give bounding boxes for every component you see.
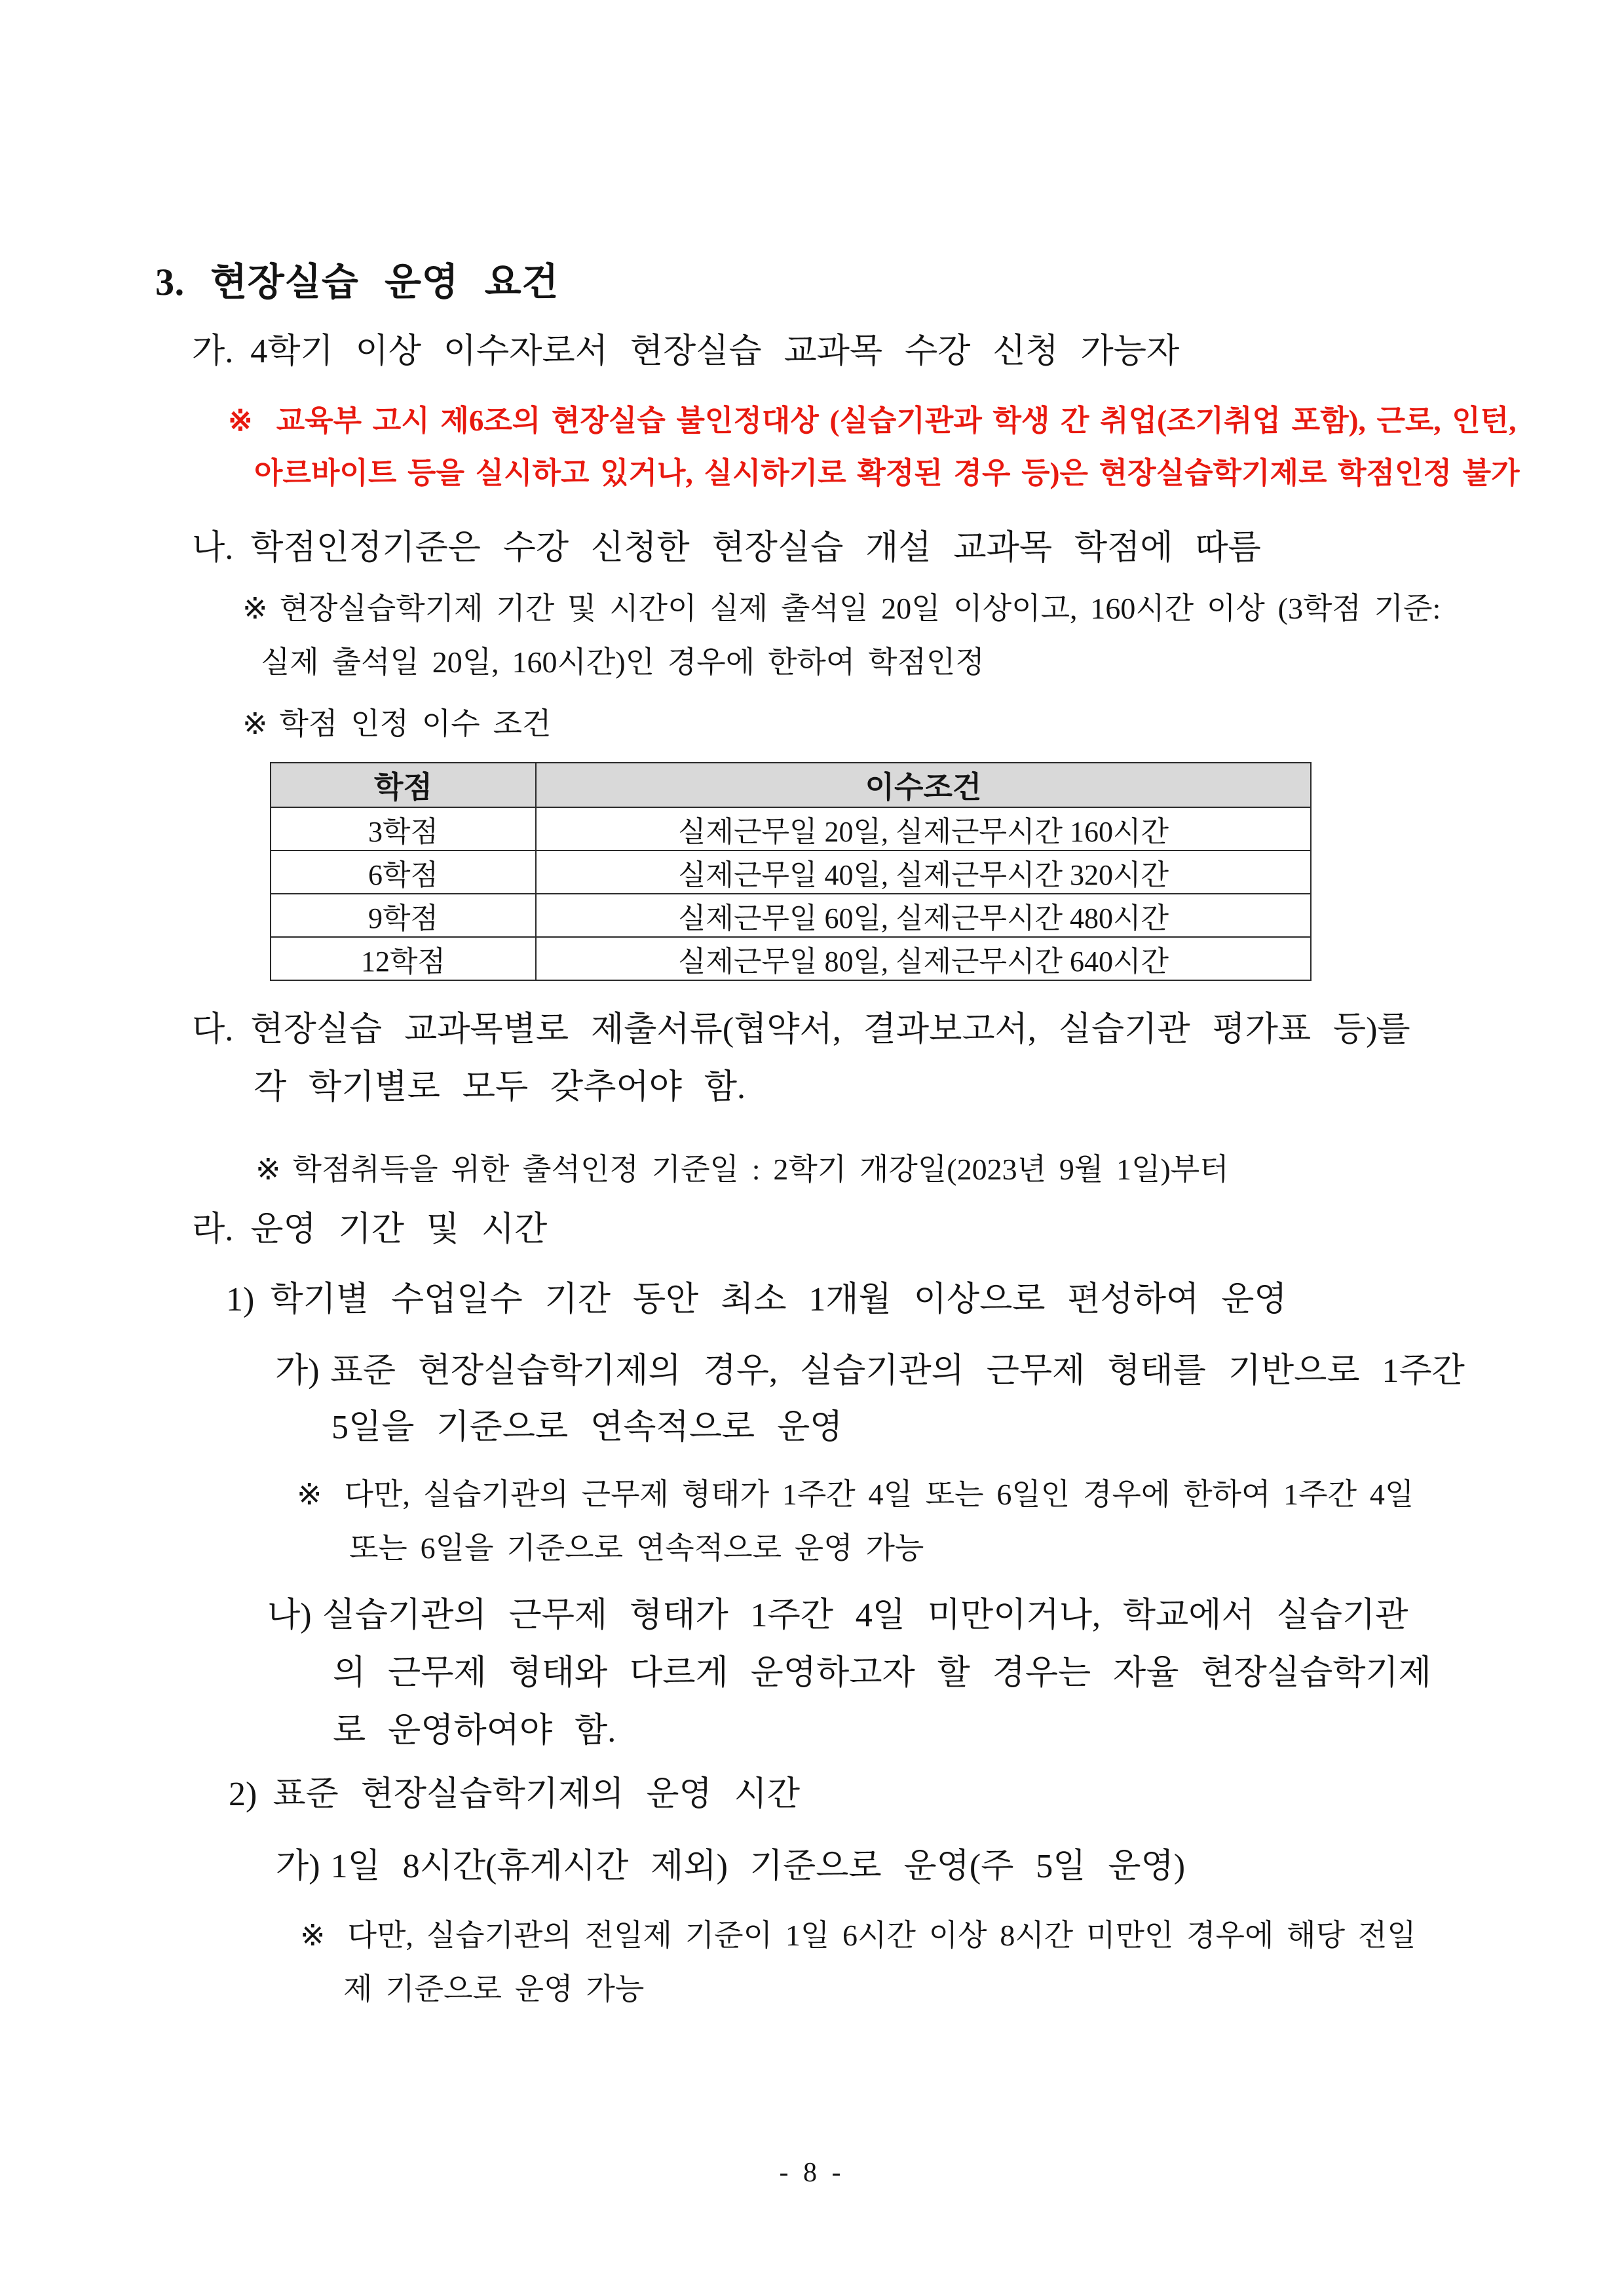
table-cell-condition: 실제근무일 40일, 실제근무시간 320시간	[536, 851, 1311, 894]
sub-item-1-ga-label: 가)	[275, 1352, 320, 1390]
item-ra-text: 운영 기간 및 시간	[250, 1211, 548, 1248]
sub-item-1-ga-line1: 가) 표준 현장실습학기제의 경우, 실습기관의 근무제 형태를 기반으로 1주간	[275, 1352, 1465, 1390]
note-4or6-days-line2: 또는 6일을 기준으로 연속적으로 운영 가능	[349, 1531, 924, 1565]
item-da-label: 다.	[192, 1011, 234, 1048]
item-ra	[192, 1210, 547, 1250]
table-cell-credit: 6학점	[271, 851, 536, 894]
sub-item-2-text: 표준 현장실습학기제의 운영 시간	[273, 1776, 800, 1813]
sub-item-1	[226, 1280, 1287, 1320]
table-header-row	[271, 763, 1311, 807]
note-attendance-baseline: ※ 학점취득을 위한 출석인정 기준일 : 2학기 개강일(2023년 9월 1일)부터	[255, 1153, 1229, 1186]
sub-item-1-text: 학기별 수업일수 기간 동안 최소 1개월 이상으로 편성하여 운영	[270, 1281, 1287, 1318]
table-cell-credit: 9학점	[271, 894, 536, 937]
sub-item-1-label: 1)	[226, 1281, 255, 1318]
note-fulltime-basis-line2: 제 기준으로 운영 가능	[343, 1972, 645, 2006]
item-da-line1: 다. 현장실습 교과목별로 제출서류(협약서, 결과보고서, 실습기관 평가표 등)를	[192, 1011, 1410, 1048]
table-cell-condition: 실제근무일 60일, 실제근무시간 480시간	[536, 894, 1311, 937]
item-ga	[192, 332, 1179, 372]
table-header-credit: 학점	[271, 763, 536, 807]
note-credit-criteria-line2: 실제 출석일 20일, 160시간)인 경우에 한하여 학점인정	[261, 645, 985, 679]
item-na-label: 나.	[192, 529, 234, 567]
note-credit-conditions-label: ※ 학점 인정 이수 조건	[242, 707, 552, 740]
table-row	[271, 807, 1311, 851]
sub-item-2-ga-text: 1일 8시간(휴게시간 제외) 기준으로 운영(주 5일 운영)	[330, 1848, 1186, 1885]
table-cell-credit: 12학점	[271, 937, 536, 980]
note-fulltime-basis	[300, 1909, 1416, 2016]
note-fulltime-basis-line1: ※ 다만, 실습기관의 전일제 기준이 1일 6시간 이상 8시간 미만인 경우에 해당 전일	[300, 1919, 1416, 1952]
item-da	[192, 1001, 1410, 1117]
credit-conditions-table	[270, 762, 1312, 981]
reference-mark-icon: ※	[255, 1153, 281, 1186]
sub-item-2-label: 2)	[229, 1776, 257, 1813]
sub-item-2-ga-label: 가)	[276, 1848, 320, 1885]
reference-mark-icon: ※	[242, 592, 268, 625]
reference-mark-icon: ※	[297, 1478, 322, 1511]
sub-item-1-na-label: 나)	[267, 1597, 312, 1634]
sub-item-1-ga-line2: 5일을 기준으로 연속적으로 운영	[331, 1409, 843, 1446]
sub-item-1-na-line3: 로 운영하여야 함.	[333, 1712, 616, 1750]
table-row	[271, 937, 1311, 980]
item-ga-text: 4학기 이상 이수자로서 현장실습 교과목 수강 신청 가능자	[250, 333, 1180, 370]
item-ga-label: 가.	[192, 333, 234, 370]
table-cell-condition: 실제근무일 80일, 실제근무시간 640시간	[536, 937, 1311, 980]
reference-mark-icon: ※	[300, 1919, 326, 1952]
sub-item-1-ga	[275, 1343, 1465, 1456]
item-da-line2: 각 학기별로 모두 갖추어야 함.	[254, 1069, 746, 1106]
red-warning-note	[228, 394, 1520, 499]
sub-item-1-na-line2: 의 근무제 형태와 다르게 운영하고자 할 경우는 자율 현장실습학기제	[333, 1655, 1431, 1692]
note-4or6-days-line1: ※ 다만, 실습기관의 근무제 형태가 1주간 4일 또는 6일인 경우에 한하여 1주간 4일	[297, 1478, 1414, 1511]
note-credit-criteria	[242, 582, 1441, 689]
reference-mark-icon: ※	[228, 404, 253, 437]
sub-item-2-ga	[276, 1846, 1185, 1887]
red-warning-note-line1: ※ 교육부 고시 제6조의 현장실습 불인정대상 (실습기관과 학생 간 취업(조기취업 포함), 근로, 인턴,	[228, 404, 1517, 437]
item-na	[192, 528, 1261, 569]
table-row	[271, 894, 1311, 937]
item-ra-label: 라.	[192, 1211, 234, 1248]
table-header-condition: 이수조건	[536, 763, 1311, 807]
page-number: - 8 -	[779, 2158, 845, 2188]
note-credit-criteria-line1: ※ 현장실습학기제 기간 및 시간이 실제 출석일 20일 이상이고, 160시간 이상 (3학점 기준:	[242, 592, 1441, 625]
table-cell-credit: 3학점	[271, 807, 536, 851]
table-row	[271, 851, 1311, 894]
table-cell-condition: 실제근무일 20일, 실제근무시간 160시간	[536, 807, 1311, 851]
sub-item-2	[229, 1774, 800, 1815]
sub-item-1-na	[267, 1587, 1431, 1760]
red-warning-note-line2: 아르바이트 등을 실시하고 있거나, 실시하기로 확정된 경우 등)은 현장실습학기제로 학점인정 불가	[254, 457, 1520, 489]
reference-mark-icon: ※	[242, 707, 268, 740]
sub-item-1-na-line1: 나) 실습기관의 근무제 형태가 1주간 4일 미만이거나, 학교에서 실습기관	[267, 1597, 1408, 1634]
note-4or6-days	[297, 1468, 1414, 1575]
item-na-text: 학점인정기준은 수강 신청한 현장실습 개설 교과목 학점에 따름	[250, 529, 1261, 567]
section-heading: 3. 현장실습 운영 요건	[155, 261, 559, 303]
